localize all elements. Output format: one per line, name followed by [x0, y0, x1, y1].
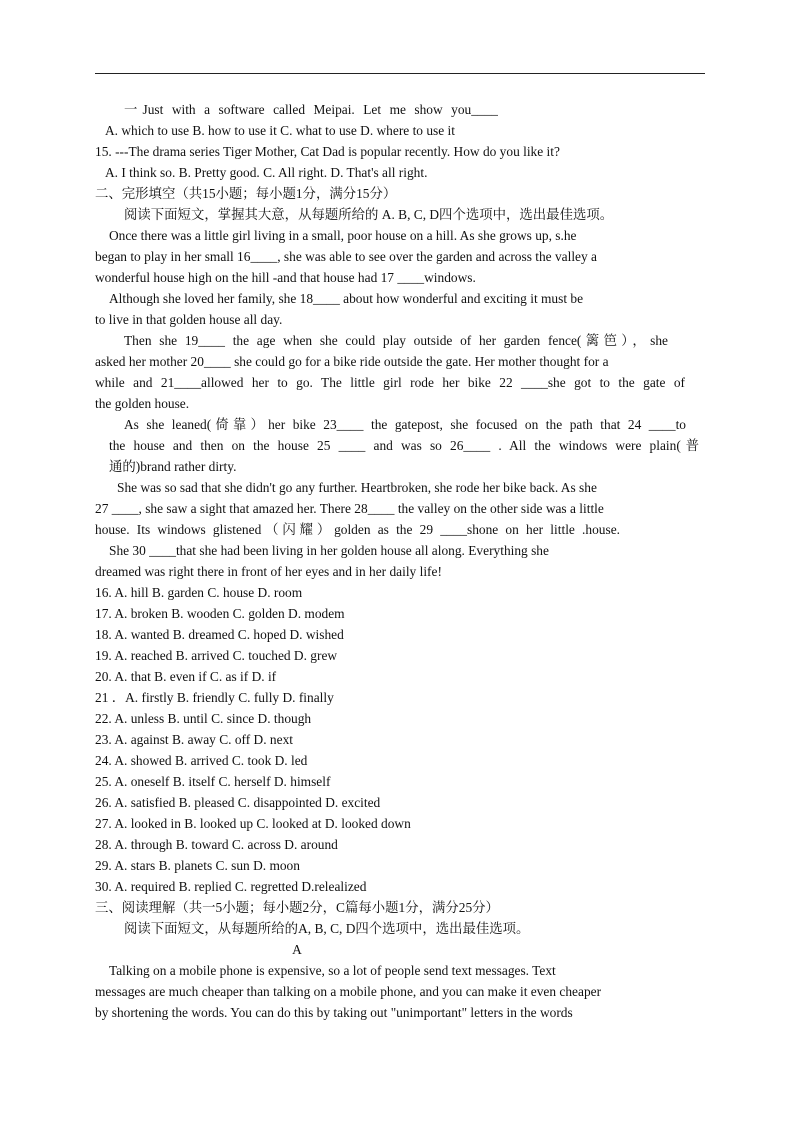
cloze-option-row: 26. A. satisfied B. pleased C. disappointed D. excited — [95, 795, 381, 810]
reading-passage-line: messages are much cheaper than talking on a mobile phone, and you can make it even cheaper — [95, 984, 602, 999]
cloze-option-row: 28. A. through B. toward C. across D. around — [95, 837, 338, 852]
cloze-passage-line: wonderful house high on the hill -and that house had 17 ____windows. — [95, 270, 476, 285]
reading-heading: 三、阅读理解（共一5小题；每小题2分，C篇每小题1分，满分25分） — [95, 900, 499, 915]
header-rule — [95, 73, 705, 74]
cloze-option-row: 27. A. looked in B. looked up C. looked at D. looked down — [95, 816, 411, 831]
cloze-passage-line: to live in that golden house all day. — [95, 312, 283, 327]
cloze-heading: 二、完形填空（共15小题；每小题1分，满分15分） — [95, 186, 397, 201]
reading-instruction: 阅读下面短文，从每题所给的A, B, C, D四个选项中，选出最佳选项。 — [124, 921, 530, 936]
cloze-passage-line: the golden house. — [95, 396, 190, 411]
cloze-passage-line: She was so sad that she didn't go any further. Heartbroken, she rode her bike back. As she — [117, 480, 597, 495]
cloze-passage-line: house. Its windows glistened（闪耀）golden as the 29 ____shone on her little .house. — [95, 522, 620, 537]
cloze-passage-line: As she leaned(倚靠）her bike 23____ the gatepost, she focused on the path that 24 ____to — [124, 417, 686, 432]
question-14-options: A. which to use B. how to use it C. what to use D. where to use it — [105, 123, 455, 138]
question-14-text: 一Just with a software called Meipai. Let me show you____ — [124, 102, 498, 117]
cloze-passage-line: Once there was a little girl living in a small, poor house on a hill. As she grows up, s.he — [109, 228, 577, 243]
cloze-option-row: 25. A. oneself B. itself C. herself D. himself — [95, 774, 331, 789]
cloze-passage-line: the house and then on the house 25 ____ and was so 26____ . All the windows were plain(普 — [109, 438, 699, 453]
cloze-passage-line: Although she loved her family, she 18____ about how wonderful and exciting it must be — [109, 291, 584, 306]
question-15-options: A. I think so. B. Pretty good. C. All right. D. That's all right. — [105, 165, 428, 180]
cloze-passage-line: She 30 ____that she had been living in her golden house all along. Everything she — [109, 543, 549, 558]
cloze-option-row: 16. A. hill B. garden C. house D. room — [95, 585, 303, 600]
cloze-instruction: 阅读下面短文，掌握其大意，从每题所给的 A. B, C, D四个选项中，选出最佳选项。 — [124, 207, 614, 222]
cloze-passage-line: 27 ____, she saw a sight that amazed her. There 28____ the valley on the other side was a little — [95, 501, 604, 516]
cloze-passage-line: 通的)brand rather dirty. — [109, 459, 237, 474]
cloze-passage-line: dreamed was right there in front of her eyes and in her daily life! — [95, 564, 442, 579]
reading-passage-line: Talking on a mobile phone is expensive, so a lot of people send text messages. Text — [109, 963, 556, 978]
cloze-option-row: 17. A. broken B. wooden C. golden D. modem — [95, 606, 345, 621]
reading-section-a-label: A — [292, 942, 302, 957]
cloze-option-row: 24. A. showed B. arrived C. took D. led — [95, 753, 308, 768]
cloze-passage-line: began to play in her small 16____, she was able to see over the garden and across the valley a — [95, 249, 597, 264]
cloze-option-row: 30. A. required B. replied C. regretted D.relealized — [95, 879, 367, 894]
cloze-option-row: 21 ．A. firstly B. friendly C. fully D. finally — [95, 690, 334, 705]
cloze-passage-line: Then she 19____ the age when she could play outside of her garden fence(篱笆），she — [124, 333, 668, 348]
cloze-option-row: 18. A. wanted B. dreamed C. hoped D. wished — [95, 627, 344, 642]
cloze-option-row: 22. A. unless B. until C. since D. though — [95, 711, 312, 726]
cloze-option-row: 20. A. that B. even if C. as if D. if — [95, 669, 277, 684]
cloze-option-row: 29. A. stars B. planets C. sun D. moon — [95, 858, 300, 873]
question-15-text: 15. ---The drama series Tiger Mother, Cat Dad is popular recently. How do you like it? — [95, 144, 560, 159]
cloze-passage-line: while and 21____allowed her to go. The little girl rode her bike 22 ____she got to the gate of — [95, 375, 685, 390]
cloze-passage-line: asked her mother 20____ she could go for a bike ride outside the gate. Her mother thought for a — [95, 354, 609, 369]
cloze-option-row: 19. A. reached B. arrived C. touched D. grew — [95, 648, 338, 663]
reading-passage-line: by shortening the words. You can do this by taking out "unimportant" letters in the words — [95, 1005, 573, 1020]
cloze-option-row: 23. A. against B. away C. off D. next — [95, 732, 293, 747]
